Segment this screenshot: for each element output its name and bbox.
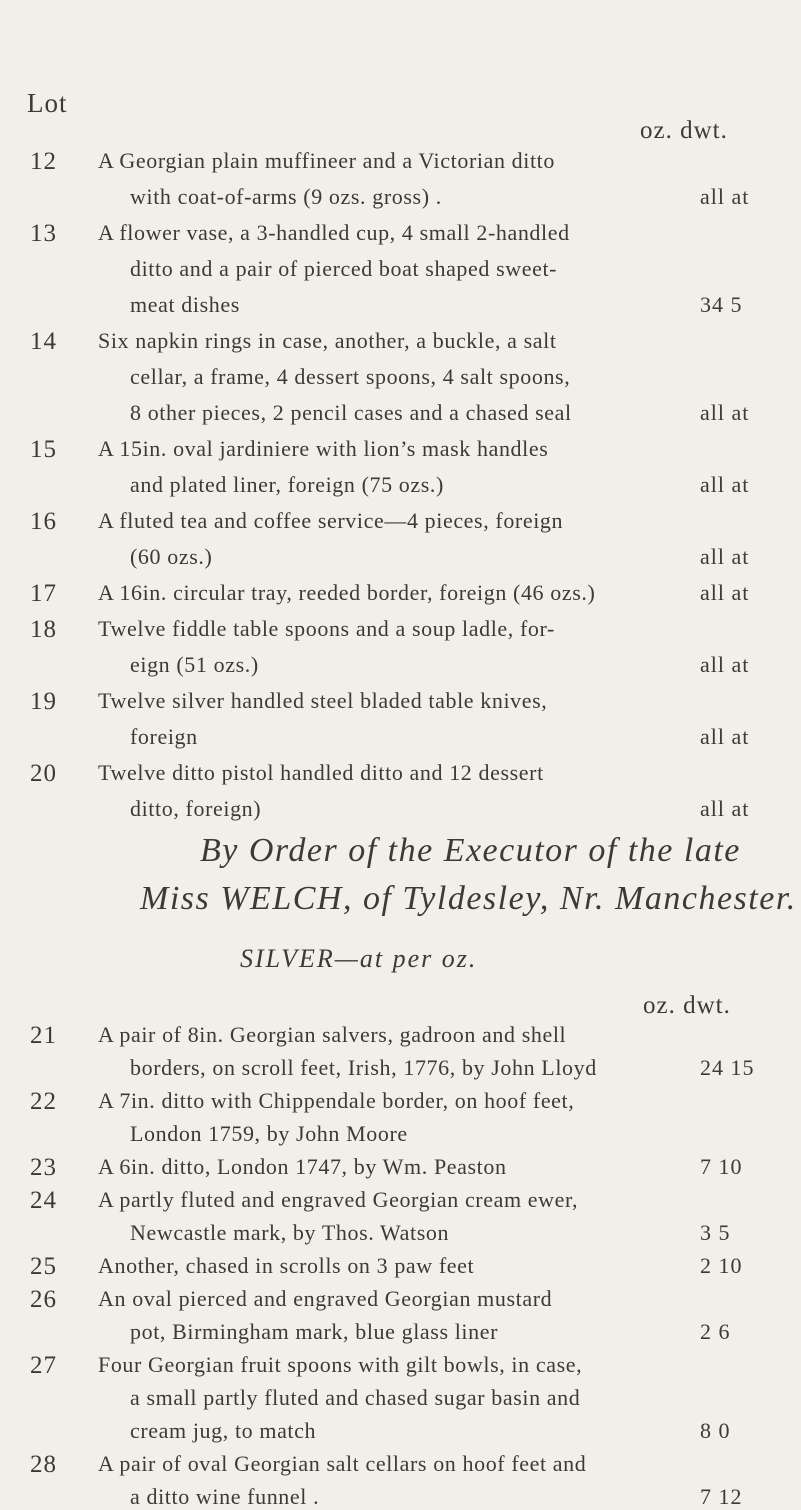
lot-description-line: a ditto wine funnel . bbox=[130, 1484, 320, 1509]
lot-value: all at bbox=[700, 724, 750, 749]
lot-description-line: (60 ozs.) bbox=[130, 544, 213, 569]
lot-value: 2 6 bbox=[700, 1319, 731, 1344]
lot-number: 12 bbox=[30, 148, 57, 175]
lot-description-line: eign (51 ozs.) bbox=[130, 652, 259, 677]
lot-value: all at bbox=[700, 544, 750, 569]
lot-number: 15 bbox=[30, 436, 57, 463]
lot-number: 14 bbox=[30, 328, 57, 355]
lot-column-heading: Lot bbox=[27, 88, 68, 118]
lot-description-line: a small partly fluted and chased sugar basin and bbox=[130, 1385, 581, 1410]
lot-value: all at bbox=[700, 796, 750, 821]
unit-heading: oz. dwt. bbox=[640, 117, 728, 144]
lot-number: 21 bbox=[30, 1022, 57, 1049]
lot-number: 27 bbox=[30, 1352, 57, 1379]
lot-description-line: A flower vase, a 3-handled cup, 4 small 2-handled bbox=[98, 220, 570, 245]
lot-description-line: An oval pierced and engraved Georgian mustard bbox=[98, 1286, 553, 1311]
lot-number: 13 bbox=[30, 220, 57, 247]
lot-description-line: A partly fluted and engraved Georgian cream ewer, bbox=[98, 1187, 579, 1212]
lot-value: 8 0 bbox=[700, 1418, 731, 1443]
lot-description-line: Twelve fiddle table spoons and a soup ladle, for- bbox=[98, 616, 555, 641]
lot-description-line: meat dishes bbox=[130, 292, 240, 317]
lot-value: all at bbox=[700, 652, 750, 677]
lot-description-line: and plated liner, foreign (75 ozs.) bbox=[130, 472, 444, 497]
lot-value: 7 12 bbox=[700, 1484, 743, 1509]
lot-number: 19 bbox=[30, 688, 57, 715]
lot-number: 28 bbox=[30, 1451, 57, 1478]
lot-description-line: cellar, a frame, 4 dessert spoons, 4 salt spoons, bbox=[130, 364, 571, 389]
lot-number: 26 bbox=[30, 1286, 57, 1313]
lot-number: 20 bbox=[30, 760, 57, 787]
lot-description-line: foreign bbox=[130, 724, 198, 749]
lot-description-line: ditto and a pair of pierced boat shaped sweet- bbox=[130, 256, 558, 281]
lot-number: 22 bbox=[30, 1088, 57, 1115]
lot-description-line: with coat-of-arms (9 ozs. gross) . bbox=[130, 184, 442, 209]
lot-description-line: Twelve ditto pistol handled ditto and 12 dessert bbox=[98, 760, 544, 785]
lot-description-line: Another, chased in scrolls on 3 paw feet bbox=[98, 1253, 475, 1278]
lot-value: 34 5 bbox=[700, 292, 743, 317]
lot-description-line: A fluted tea and coffee service—4 pieces, foreign bbox=[98, 508, 564, 533]
lot-description-line: A pair of 8in. Georgian salvers, gadroon and shell bbox=[98, 1022, 567, 1047]
lot-description-line: A pair of oval Georgian salt cellars on hoof feet and bbox=[98, 1451, 587, 1476]
lot-description-line: borders, on scroll feet, Irish, 1776, by John Lloyd bbox=[130, 1055, 597, 1080]
lot-description-line: 8 other pieces, 2 pencil cases and a chased seal bbox=[130, 400, 572, 425]
unit-heading-2: oz. dwt. bbox=[643, 992, 731, 1019]
lot-value: all at bbox=[700, 184, 750, 209]
section-heading-name: Miss WELCH, of Tyldesley, Nr. Manchester. bbox=[140, 880, 797, 917]
lot-value: all at bbox=[700, 472, 750, 497]
lot-description-line: London 1759, by John Moore bbox=[130, 1121, 408, 1146]
lot-number: 17 bbox=[30, 580, 57, 607]
lot-description-line: A 7in. ditto with Chippendale border, on hoof feet, bbox=[98, 1088, 575, 1113]
lot-description-line: Newcastle mark, by Thos. Watson bbox=[130, 1220, 450, 1245]
lot-value: 2 10 bbox=[700, 1253, 743, 1278]
lot-description-line: A 15in. oval jardiniere with lion’s mask handles bbox=[98, 436, 549, 461]
lot-description-line: Twelve silver handled steel bladed table knives, bbox=[98, 688, 548, 713]
lot-value: all at bbox=[700, 400, 750, 425]
lot-description-line: pot, Birmingham mark, blue glass liner bbox=[130, 1319, 499, 1344]
lot-number: 25 bbox=[30, 1253, 57, 1280]
lot-description-line: Four Georgian fruit spoons with gilt bowls, in case, bbox=[98, 1352, 583, 1377]
lot-description-line: A 16in. circular tray, reeded border, foreign (46 ozs.) bbox=[98, 580, 596, 605]
lot-description-line: Six napkin rings in case, another, a buckle, a salt bbox=[98, 328, 557, 353]
lot-description-line: cream jug, to match bbox=[130, 1418, 317, 1443]
lot-description-line: A 6in. ditto, London 1747, by Wm. Peaston bbox=[98, 1154, 507, 1179]
lot-value: all at bbox=[700, 580, 750, 605]
lot-number: 16 bbox=[30, 508, 57, 535]
lot-value: 7 10 bbox=[700, 1154, 743, 1179]
lot-description-line: A Georgian plain muffineer and a Victorian ditto bbox=[98, 148, 555, 173]
lot-value: 3 5 bbox=[700, 1220, 731, 1245]
lot-number: 24 bbox=[30, 1187, 57, 1214]
lot-number: 18 bbox=[30, 616, 57, 643]
section-subheading: SILVER—at per oz. bbox=[240, 944, 478, 973]
lot-description-line: ditto, foreign) bbox=[130, 796, 262, 821]
section-heading: By Order of the Executor of the late bbox=[200, 832, 741, 869]
lot-value: 24 15 bbox=[700, 1055, 755, 1080]
lot-number: 23 bbox=[30, 1154, 57, 1181]
